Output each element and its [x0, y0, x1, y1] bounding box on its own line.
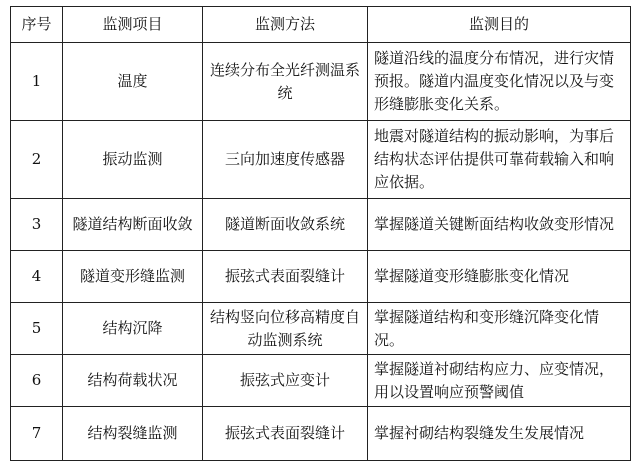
row-method: 振弦式表面裂缝计 — [203, 251, 368, 303]
row-serial: 2 — [11, 121, 63, 199]
header-item: 监测项目 — [63, 7, 203, 43]
monitoring-table — [10, 6, 631, 461]
table-row — [11, 407, 631, 461]
row-item: 隧道结构断面收敛 — [63, 199, 203, 251]
table-row — [11, 355, 631, 407]
row-method: 振弦式应变计 — [203, 355, 368, 407]
table-header-row — [11, 7, 631, 43]
row-serial: 6 — [11, 355, 63, 407]
row-item: 温度 — [63, 43, 203, 121]
row-purpose: 掌握衬砌结构裂缝发生发展情况 — [368, 407, 631, 461]
row-serial: 1 — [11, 43, 63, 121]
row-purpose: 掌握隧道关键断面结构收敛变形情况 — [368, 199, 631, 251]
table-row — [11, 199, 631, 251]
row-method: 三向加速度传感器 — [203, 121, 368, 199]
row-serial: 3 — [11, 199, 63, 251]
header-purpose: 监测目的 — [368, 7, 631, 43]
row-method: 结构竖向位移高精度自动监测系统 — [203, 303, 368, 355]
row-method: 连续分布全光纤测温系统 — [203, 43, 368, 121]
row-purpose: 隧道沿线的温度分布情况，进行灾情预报。隧道内温度变化情况以及与变形缝膨胀变化关系。 — [368, 43, 631, 121]
table-row — [11, 251, 631, 303]
row-method: 振弦式表面裂缝计 — [203, 407, 368, 461]
row-purpose: 掌握隧道衬砌结构应力、应变情况，用以设置响应预警阈值 — [368, 355, 631, 407]
row-item: 结构裂缝监测 — [63, 407, 203, 461]
table-row — [11, 121, 631, 199]
row-purpose: 掌握隧道变形缝膨胀变化情况 — [368, 251, 631, 303]
table-row — [11, 303, 631, 355]
table-row — [11, 43, 631, 121]
row-item: 结构荷载状况 — [63, 355, 203, 407]
row-serial: 4 — [11, 251, 63, 303]
header-method: 监测方法 — [203, 7, 368, 43]
row-purpose: 地震对隧道结构的振动影响，为事后结构状态评估提供可靠荷载输入和响应依据。 — [368, 121, 631, 199]
row-serial: 5 — [11, 303, 63, 355]
row-serial: 7 — [11, 407, 63, 461]
row-item: 隧道变形缝监测 — [63, 251, 203, 303]
row-purpose: 掌握隧道结构和变形缝沉降变化情况。 — [368, 303, 631, 355]
row-item: 振动监测 — [63, 121, 203, 199]
row-item: 结构沉降 — [63, 303, 203, 355]
row-method: 隧道断面收敛系统 — [203, 199, 368, 251]
header-serial: 序号 — [11, 7, 63, 43]
